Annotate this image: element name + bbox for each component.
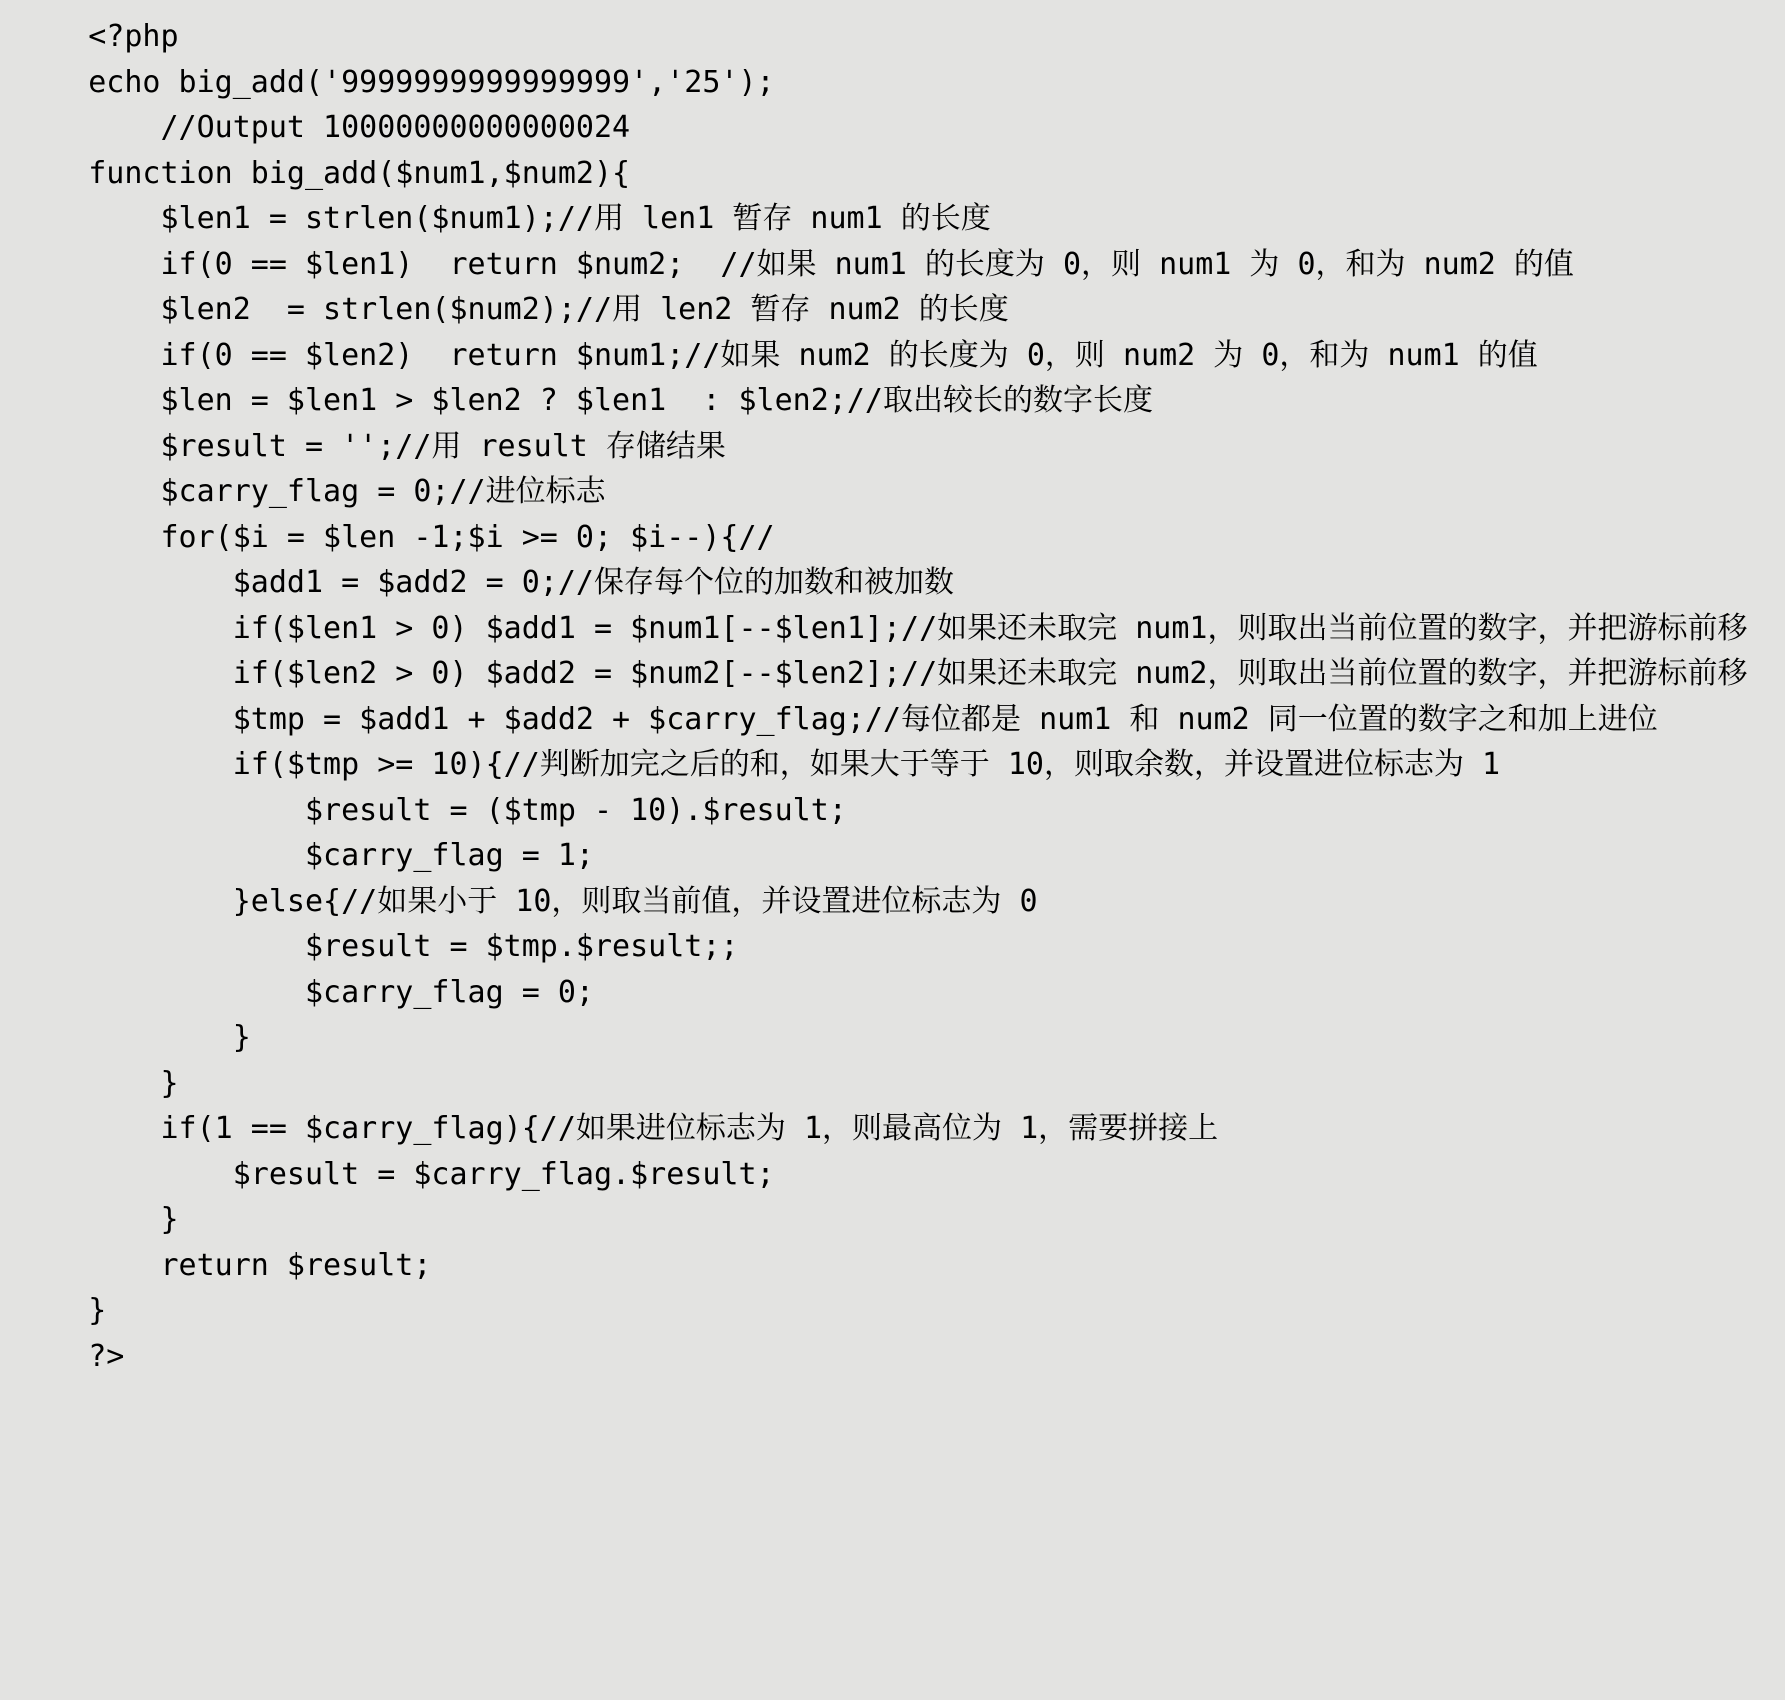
code-line: } <box>16 1202 179 1237</box>
code-line: $result = $carry_flag.$result; <box>16 1156 775 1192</box>
code-line: echo big_add('9999999999999999','25'); <box>16 64 775 100</box>
code-line: $tmp = $add1 + $add2 + $carry_flag;//每位都是 num1 和 num2 同一位置的数字之和加上进位 <box>16 701 1658 737</box>
code-line: } <box>16 1065 179 1101</box>
code-line: ?> <box>16 1338 125 1374</box>
code-line: $add1 = $add2 = 0;//保存每个位的加数和被加数 <box>16 565 954 600</box>
code-line: if($len2 > 0) $add2 = $num2[--$len2];//如果还未取完 num2，则取出当前位置的数字，并把游标前移 <box>16 656 1748 691</box>
code-line: $result = '';//用 result 存储结果 <box>16 428 726 464</box>
code-line: $len2 = strlen($num2);//用 len2 暂存 num2 的长度 <box>16 292 1009 327</box>
code-line: $carry_flag = 0;//进位标志 <box>16 474 606 509</box>
code-line: } <box>16 1020 251 1055</box>
code-line: if(0 == $len1) return $num2; //如果 num1 的长度为 0，则 num1 为 0，和为 num2 的值 <box>16 246 1574 282</box>
code-line: <?php <box>16 19 179 54</box>
code-line: $result = $tmp.$result;; <box>16 929 739 964</box>
code-line: } <box>16 1293 107 1328</box>
code-line: if(1 == $carry_flag){//如果进位标志为 1，则最高位为 1，需要拼接上 <box>16 1111 1219 1146</box>
code-line: if($tmp >= 10){//判断加完之后的和，如果大于等于 10，则取余数，并设置进位标志为 1 <box>16 747 1501 782</box>
code-line: $len = $len1 > $len2 ? $len1 : $len2;//取出较长的数字长度 <box>16 383 1153 418</box>
code-line: for($i = $len -1;$i >= 0; $i--){// <box>16 519 775 555</box>
code-line: }else{//如果小于 10，则取当前值，并设置进位标志为 0 <box>16 883 1038 919</box>
code-line: return $result; <box>16 1247 432 1283</box>
code-line: $len1 = strlen($num1);//用 len1 暂存 num1 的长度 <box>16 201 991 236</box>
code-line: if($len1 > 0) $add1 = $num1[--$len1];//如果还未取完 num1，则取出当前位置的数字，并把游标前移 <box>16 610 1748 646</box>
code-line: $carry_flag = 0; <box>16 974 594 1010</box>
code-line: if(0 == $len2) return $num1;//如果 num2 的长度为 0，则 num2 为 0，和为 num1 的值 <box>16 337 1538 373</box>
code-line: $carry_flag = 1; <box>16 838 594 873</box>
code-line: $result = ($tmp - 10).$result; <box>16 792 847 828</box>
code-line: //Output 10000000000000024 <box>16 110 631 145</box>
code-line: function big_add($num1,$num2){ <box>16 155 631 191</box>
